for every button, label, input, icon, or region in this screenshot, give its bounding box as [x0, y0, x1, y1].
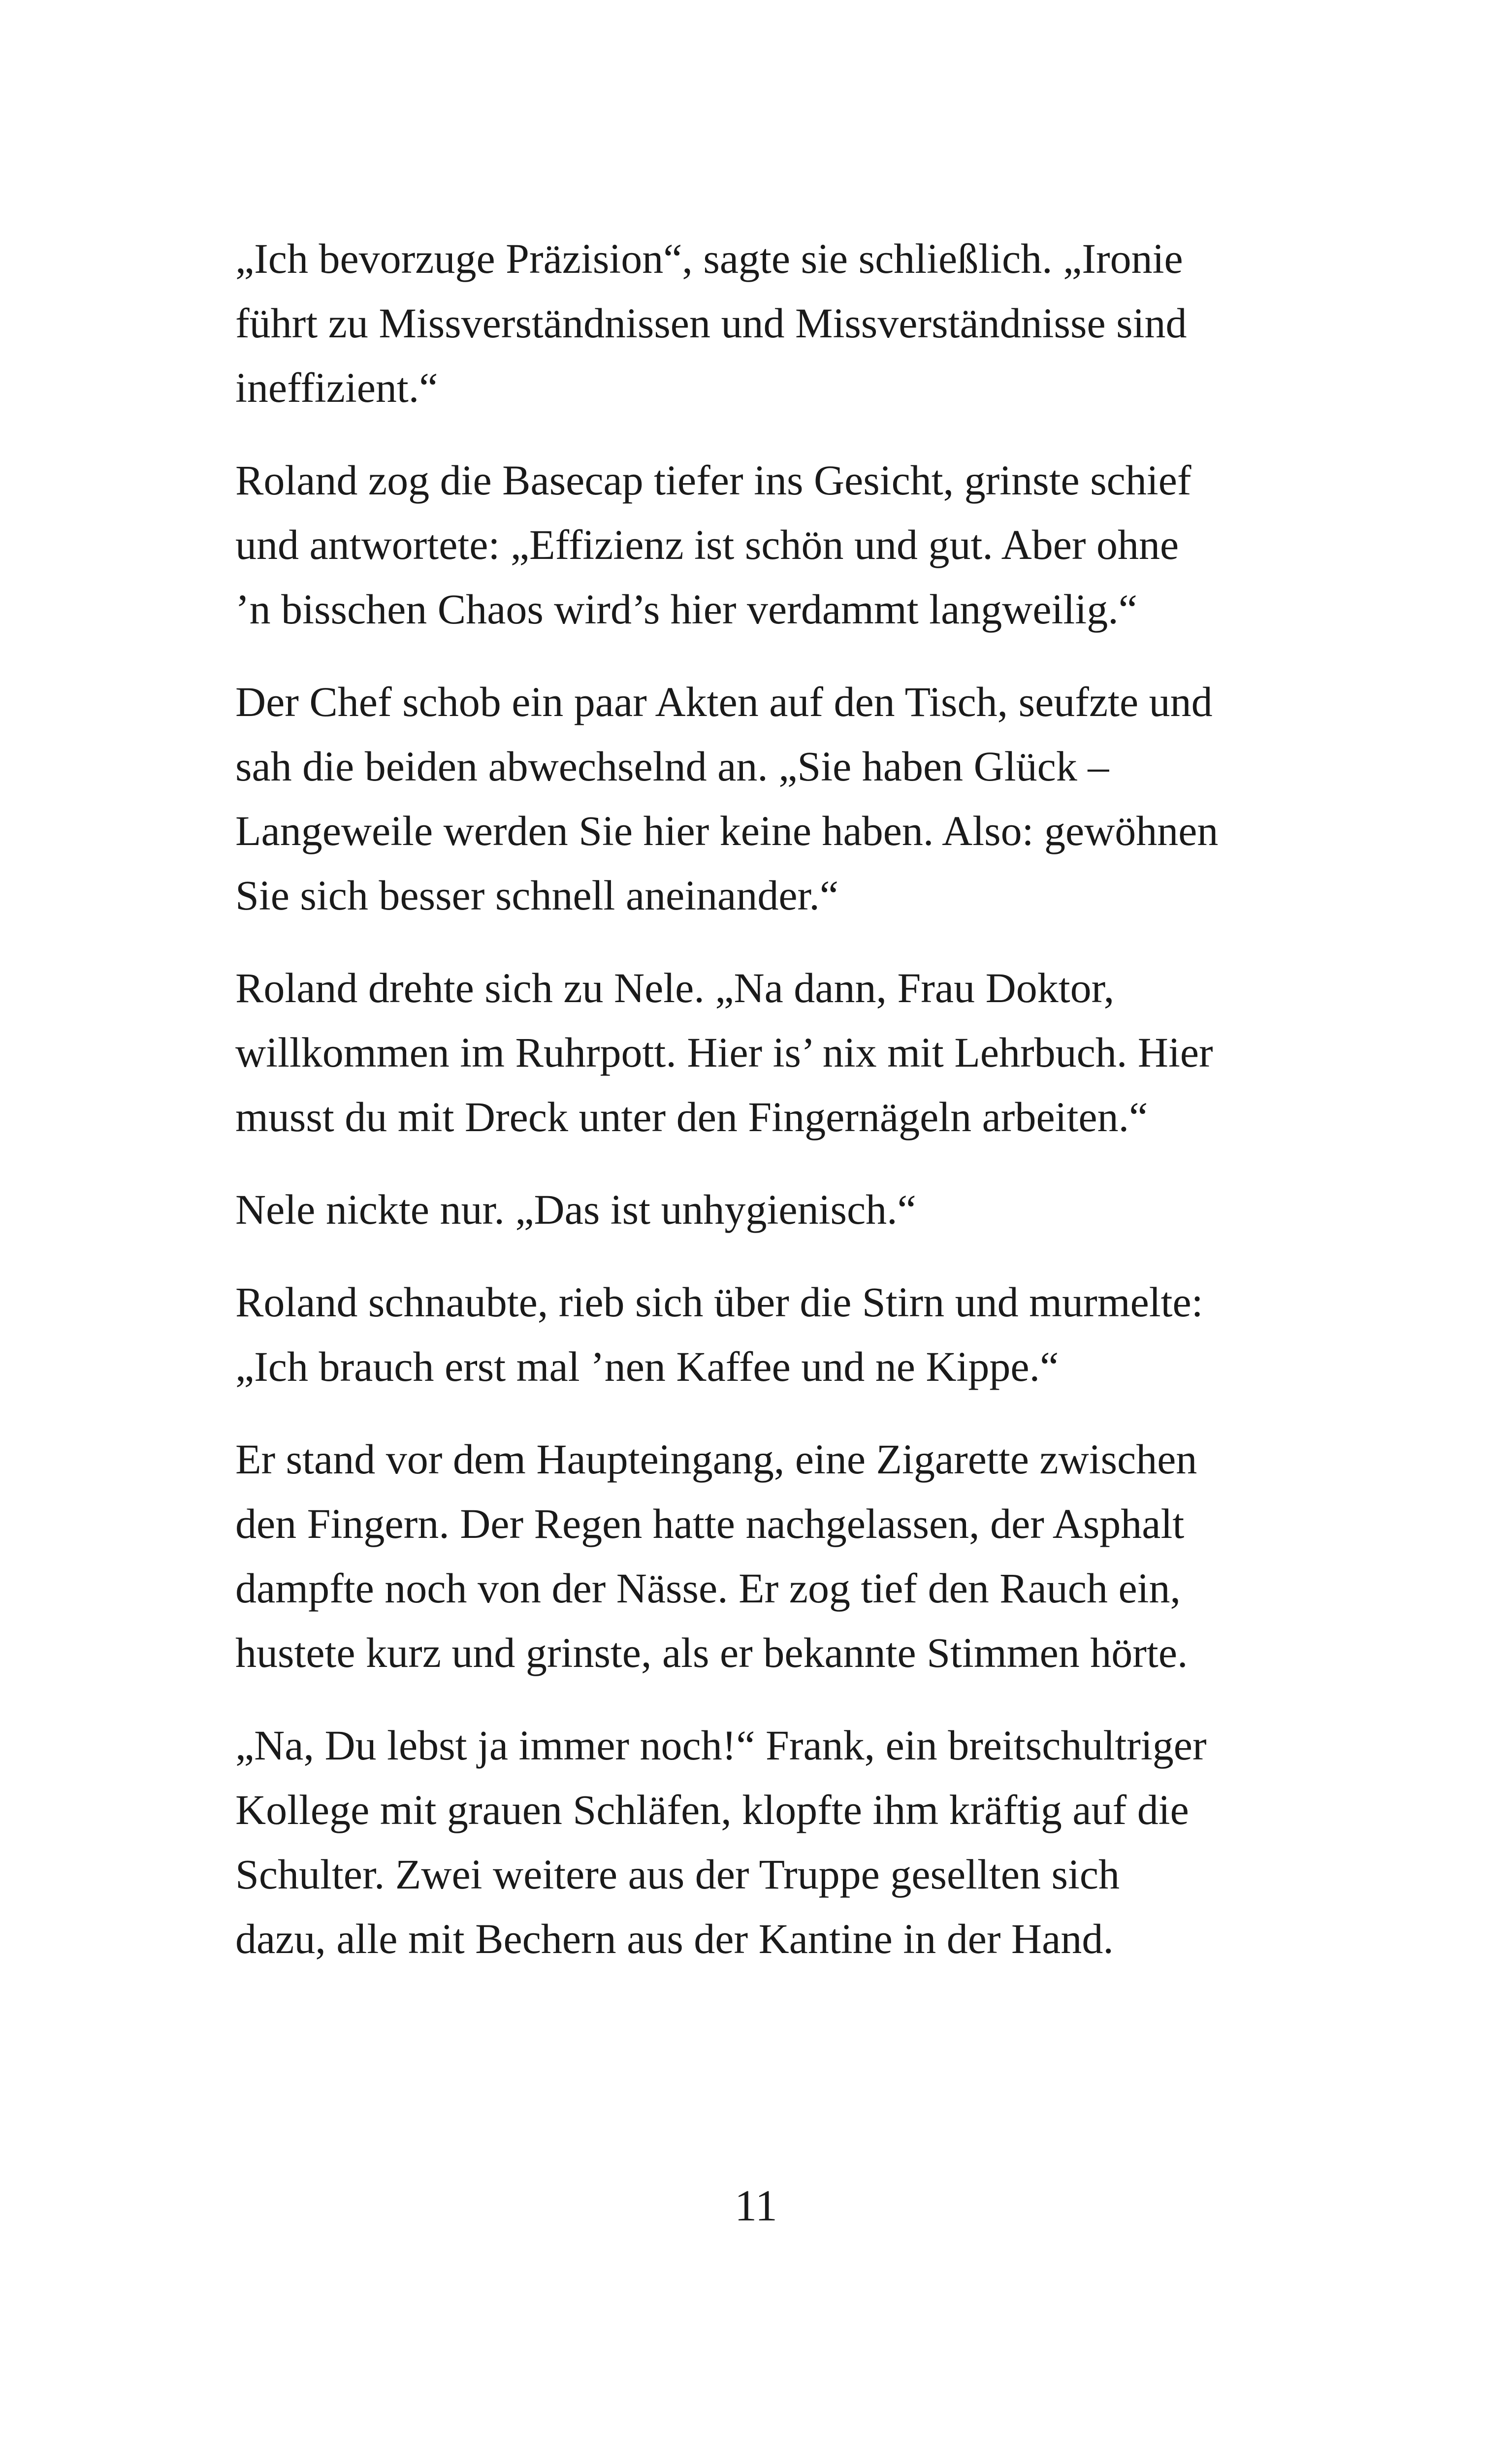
page-number: 11 — [735, 2182, 777, 2230]
text-line: den Fingern. Der Regen hatte nachgelassen, der Asphalt — [235, 1500, 1185, 1547]
paragraph-3 — [235, 670, 1299, 928]
text-line: dazu, alle mit Bechern aus der Kantine in der Hand. — [235, 1915, 1114, 1962]
text-line: Sie sich besser schnell aneinander.“ — [235, 872, 839, 919]
text-line: Roland schnaubte, rieb sich über die Stirn und murmelte: — [235, 1278, 1203, 1326]
text-line: Der Chef schob ein paar Akten auf den Tisch, seufzte und — [235, 678, 1213, 725]
text-line: ’n bisschen Chaos wird’s hier verdammt langweilig.“ — [235, 586, 1137, 633]
text-line: Kollege mit grauen Schläfen, klopfte ihm kräftig auf die — [235, 1786, 1189, 1833]
paragraph-1 — [235, 227, 1299, 420]
text-line: dampfte noch von der Nässe. Er zog tief den Rauch ein, — [235, 1564, 1181, 1612]
paragraph-6 — [235, 1270, 1299, 1399]
text-line: sah die beiden abwechselnd an. „Sie haben Glück – — [235, 743, 1109, 790]
body-text — [235, 227, 1299, 1999]
text-line: Langeweile werden Sie hier keine haben. Also: gewöhnen — [235, 807, 1219, 854]
text-line: Er stand vor dem Haupteingang, eine Zigarette zwischen — [235, 1435, 1197, 1483]
text-line: Roland zog die Basecap tiefer ins Gesicht, grinste schief — [235, 456, 1191, 504]
text-line: „Na, Du lebst ja immer noch!“ Frank, ein breitschultriger — [235, 1722, 1207, 1769]
paragraph-5 — [235, 1177, 1299, 1242]
text-line: willkommen im Ruhrpott. Hier is’ nix mit Lehrbuch. Hier — [235, 1029, 1213, 1076]
text-line: führt zu Missverständnissen und Missverständnisse sind — [235, 299, 1187, 347]
paragraph-2 — [235, 448, 1299, 642]
paragraph-4 — [235, 956, 1299, 1149]
text-line: ineffizient.“ — [235, 364, 438, 411]
paragraph-7 — [235, 1427, 1299, 1685]
paragraph-8 — [235, 1713, 1299, 1971]
text-line: „Ich bevorzuge Präzision“, sagte sie schließlich. „Ironie — [235, 235, 1183, 282]
text-line: musst du mit Dreck unter den Fingernägeln arbeiten.“ — [235, 1093, 1148, 1140]
text-line: und antwortete: „Effizienz ist schön und gut. Aber ohne — [235, 521, 1179, 568]
text-line: Nele nickte nur. „Das ist unhygienisch.“ — [235, 1186, 916, 1233]
text-line: Roland drehte sich zu Nele. „Na dann, Frau Doktor, — [235, 964, 1115, 1011]
text-line: „Ich brauch erst mal ’nen Kaffee und ne Kippe.“ — [235, 1343, 1059, 1390]
text-line: Schulter. Zwei weitere aus der Truppe gesellten sich — [235, 1851, 1120, 1898]
text-line: hustete kurz und grinste, als er bekannte Stimmen hörte. — [235, 1629, 1188, 1676]
